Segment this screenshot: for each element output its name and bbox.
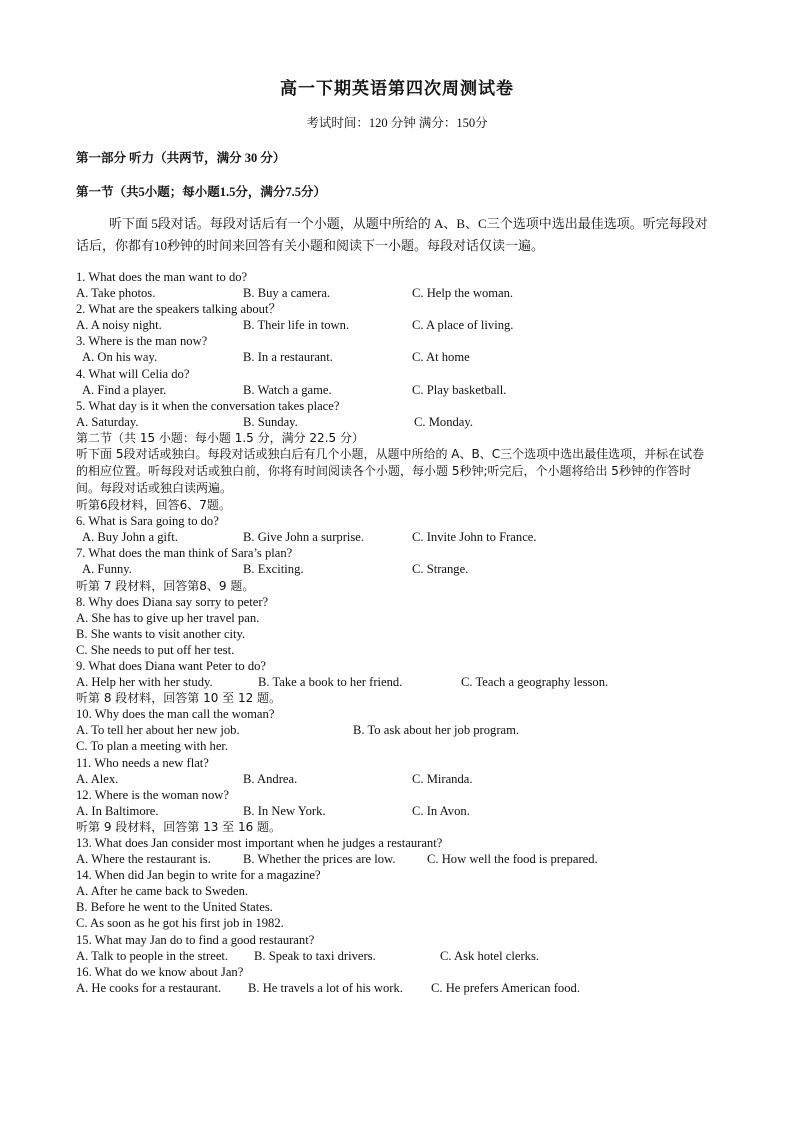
option-a: A. Help her with her study.	[76, 675, 213, 690]
instructions-2: 听下面 5段对话或独白。每段对话或独白后有几个小题，从题中所给的 A、B、C三个选项中选出最佳选项，并标在试卷的相应位置。听每段对话或独白前，你将有时间阅读各个小题，每小题 5秒钟;听完后，个小题将给出 5秒钟的作答时间。每段对话或独白读两遍。	[76, 447, 705, 496]
option-b: B. Give John a surprise.	[243, 530, 365, 545]
option-c: C. She needs to put off her test.	[76, 642, 235, 657]
option-a: A. He cooks for a restaurant.	[76, 980, 222, 995]
section-heading-1: 第一节（共5小题；每小题1.5分，满分7.5分）	[76, 185, 327, 199]
option-row	[76, 349, 726, 365]
question-text: 5. What day is it when the conversation takes place?	[76, 398, 340, 413]
option-row	[76, 561, 726, 577]
option-c: C. At home	[412, 350, 470, 365]
option-c: C. Teach a geography lesson.	[461, 675, 609, 690]
question-text: 2. What are the speakers talking about？	[76, 302, 282, 317]
option-b: B. Speak to taxi drivers.	[254, 948, 376, 963]
question-text: 4. What will Celia do?	[76, 366, 190, 381]
option-row	[76, 674, 726, 690]
option-b: B. Andrea.	[243, 771, 298, 786]
option-a: A. Take photos.	[76, 286, 156, 301]
option-row	[76, 948, 726, 964]
question-text: 6. What is Sara going to do?	[76, 514, 219, 529]
question-text: 15. What may Jan do to find a good restaurant?	[76, 932, 315, 947]
option-a: A. Funny.	[82, 562, 132, 577]
exam-meta: 考试时间：120 分钟 满分：150分	[306, 116, 488, 130]
question-text: 8. Why does Diana say sorry to peter?	[76, 594, 269, 609]
option-c: C. In Avon.	[412, 803, 470, 818]
option-b: B. Take a book to her friend.	[258, 675, 403, 690]
option-a: A. After he came back to Sweden.	[76, 884, 249, 899]
option-b: B. He travels a lot of his work.	[248, 980, 403, 995]
option-a: A. She has to give up her travel pan.	[76, 610, 260, 625]
option-c: C. A place of living.	[412, 318, 514, 333]
option-row	[76, 980, 726, 996]
option-row	[76, 851, 726, 867]
question-text: 7. What does the man think of Sara’s plan?	[76, 546, 293, 561]
question-text: 12. Where is the woman now?	[76, 787, 229, 802]
option-a: A. To tell her about her new job.	[76, 723, 240, 738]
option-a: A. A noisy night.	[76, 318, 162, 333]
option-b: B. She wants to visit another city.	[76, 626, 246, 641]
option-b: B. Before he went to the United States.	[76, 900, 273, 915]
option-c: C. Help the woman.	[412, 286, 514, 301]
option-c: C. Invite John to France.	[412, 530, 537, 545]
question-text: 1. What does the man want to do?	[76, 270, 248, 284]
option-c: C. He prefers American food.	[431, 980, 580, 995]
instructions-1: 听下面 5段对话。每段对话后有一个小题，从题中所给的 A、B、C三个选项中选出最佳选项。听完每段对话后，你都有10秒钟的时间来回答有关小题和阅读下一小题。每段对话仅读一遍。	[76, 216, 708, 253]
option-c: C. As soon as he got his first job in 1982.	[76, 916, 284, 931]
section-heading-2: 第二节（共 15 小题：每小题 1.5 分，满分 22.5 分）	[76, 430, 364, 445]
option-row	[76, 771, 726, 787]
option-a: A. Find a player.	[82, 382, 167, 397]
question-text: 14. When did Jan begin to write for a magazine?	[76, 868, 321, 883]
question-text: 3. Where is the man now?	[76, 334, 208, 349]
option-a: A. Alex.	[76, 771, 119, 786]
option-b: B. In a restaurant.	[243, 350, 333, 365]
option-row	[76, 529, 726, 545]
option-a: A. Buy John a gift.	[82, 530, 178, 545]
material-heading-9: 听第 9 段材料，回答第 13 至 16 题。	[76, 819, 282, 834]
option-b: B. To ask about her job program.	[353, 723, 520, 738]
option-row	[76, 382, 726, 398]
option-c: C. Miranda.	[412, 771, 473, 786]
option-c: C. Strange.	[412, 562, 469, 577]
option-row	[76, 414, 726, 430]
question-list	[76, 269, 726, 996]
option-row	[76, 317, 726, 333]
option-b: B. Sunday.	[243, 414, 298, 429]
option-row	[76, 803, 726, 819]
option-c: C. How well the food is prepared.	[427, 852, 598, 867]
option-b: B. In New York.	[243, 803, 326, 818]
option-b: B. Buy a camera.	[243, 286, 331, 301]
option-a: A. In Baltimore.	[76, 803, 159, 818]
question-text: 11. Who needs a new flat?	[76, 755, 209, 770]
option-a: A. Talk to people in the street.	[76, 948, 229, 963]
material-heading-8: 听第 8 段材料，回答第 10 至 12 题。	[76, 691, 282, 706]
option-a: A. Saturday.	[76, 414, 139, 429]
option-c: C. Play basketball.	[412, 382, 507, 397]
option-a: A. On his way.	[82, 350, 158, 365]
option-c: C. To plan a meeting with her.	[76, 739, 229, 754]
option-b: B. Whether the prices are low.	[243, 852, 396, 867]
option-b: B. Watch a game.	[243, 382, 332, 397]
option-c: C. Monday.	[414, 414, 474, 429]
option-c: C. Ask hotel clerks.	[440, 948, 539, 963]
material-heading-6: 听第6段材料，回答6、7题。	[76, 498, 231, 513]
exam-title: 高一下期英语第四次周测试卷	[280, 79, 514, 98]
material-heading-7: 听第 7 段材料，回答第8、9 题。	[76, 578, 255, 593]
part-heading: 第一部分 听力（共两节，满分 30 分）	[76, 151, 286, 165]
question-text: 16. What do we know about Jan?	[76, 964, 244, 979]
option-a: A. Where the restaurant is.	[76, 852, 211, 867]
option-row	[76, 285, 726, 301]
option-b: B. Their life in town.	[243, 318, 350, 333]
option-b: B. Exciting.	[243, 562, 304, 577]
question-text: 10. Why does the man call the woman?	[76, 707, 275, 722]
option-row	[76, 722, 726, 738]
question-text: 9. What does Diana want Peter to do?	[76, 658, 267, 673]
question-text: 13. What does Jan consider most important when he judges a restaurant?	[76, 836, 443, 850]
